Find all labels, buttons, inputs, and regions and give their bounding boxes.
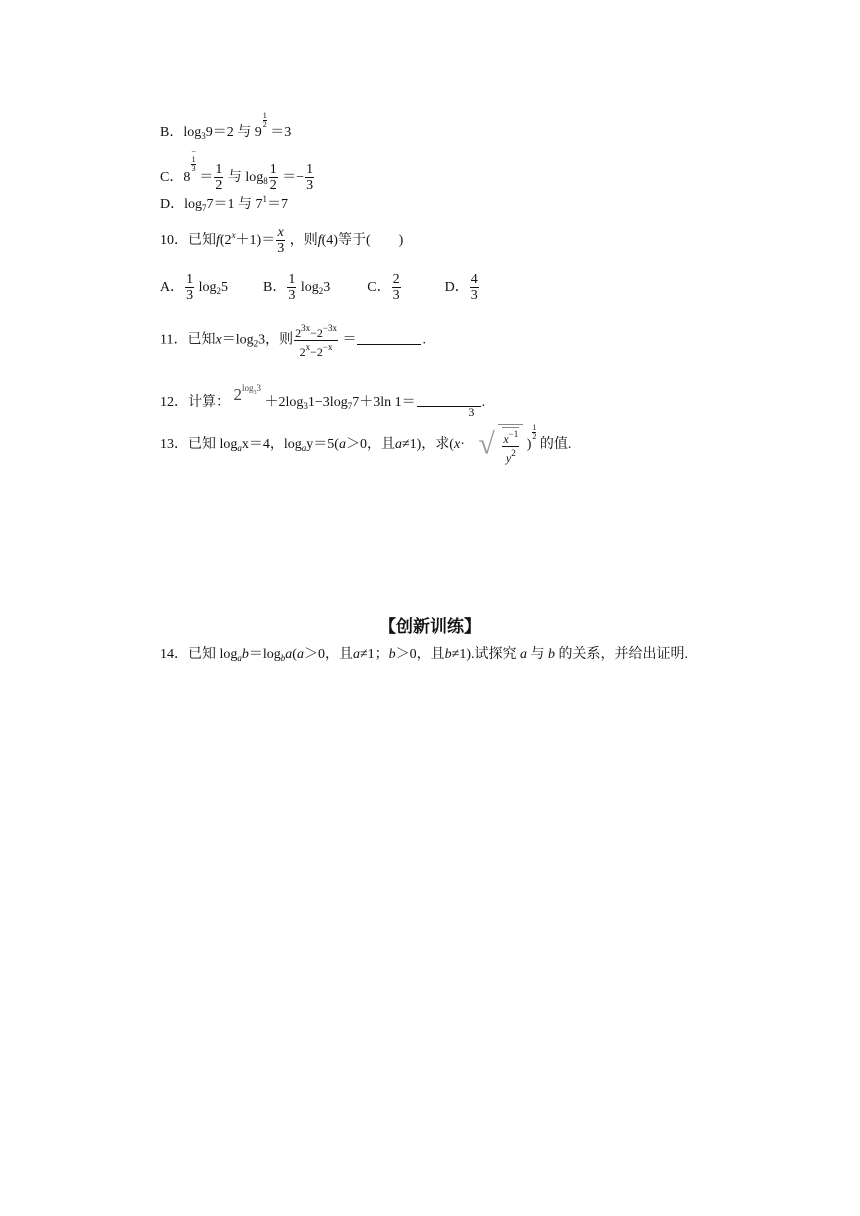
den-base: 2 bbox=[299, 345, 306, 359]
frac-den: 2 bbox=[215, 178, 223, 194]
radical-sign: √ bbox=[478, 427, 495, 461]
frac-den-exp: 2 bbox=[511, 448, 516, 459]
log-arg: 1−3log bbox=[307, 395, 348, 410]
exponent-fraction bbox=[191, 148, 196, 173]
log-base: 8 bbox=[263, 176, 268, 186]
variable: a bbox=[338, 437, 346, 452]
log-base: 7 bbox=[202, 203, 207, 213]
log-text: log bbox=[183, 125, 202, 140]
conjunction: 与 bbox=[227, 170, 242, 185]
power-base: 2 bbox=[233, 385, 242, 404]
frac-num: 2 bbox=[392, 272, 400, 287]
log-arg: 7＝1 bbox=[206, 197, 235, 212]
question-number: 12．计算： bbox=[160, 395, 230, 410]
num-base: 2 bbox=[295, 326, 302, 340]
option-b bbox=[160, 112, 291, 146]
close-paren: ) bbox=[526, 437, 532, 452]
exp-log: log bbox=[242, 383, 254, 393]
power-exp: 1 bbox=[262, 194, 268, 204]
text: y＝5( bbox=[306, 437, 339, 452]
log-text: ＝log bbox=[221, 332, 254, 348]
choice-label: D． bbox=[444, 279, 469, 295]
exp-arg: 3 bbox=[256, 383, 262, 393]
frac-num: x bbox=[503, 432, 509, 447]
text: ＞0，且 bbox=[303, 647, 353, 662]
exp-den: 2 bbox=[262, 120, 267, 129]
frac-den: 3 bbox=[392, 288, 400, 303]
question-10-choices bbox=[160, 272, 480, 303]
option-c bbox=[160, 148, 315, 193]
frac-num: 4 bbox=[470, 272, 478, 287]
choice-d bbox=[444, 272, 480, 303]
log-base: a bbox=[301, 443, 307, 453]
exp-den: 3 bbox=[191, 164, 196, 173]
exp-den: 2 bbox=[532, 432, 537, 441]
frac-den: 3 bbox=[306, 178, 314, 194]
equals: ＝− bbox=[282, 170, 305, 185]
variable: x bbox=[215, 332, 222, 348]
text: ≠1)，求( bbox=[401, 437, 454, 452]
period: . bbox=[481, 395, 486, 410]
text: x＝4，log bbox=[241, 437, 302, 452]
text: 与 bbox=[530, 647, 545, 662]
exp-num: 1 bbox=[532, 423, 537, 432]
log-text: log bbox=[300, 279, 319, 295]
log-base: 3 bbox=[303, 401, 308, 411]
den-exp: −x bbox=[322, 342, 333, 352]
den-exp: x bbox=[305, 342, 311, 352]
variable: b bbox=[548, 647, 555, 662]
text: ，则 bbox=[289, 233, 318, 248]
conjunction: 与 bbox=[238, 197, 253, 212]
fraction bbox=[276, 225, 285, 256]
exponent-fraction bbox=[263, 112, 267, 129]
answer-blank bbox=[357, 332, 421, 345]
power-exp bbox=[242, 383, 262, 396]
exponent-fraction bbox=[532, 424, 536, 441]
text: 的值. bbox=[539, 437, 572, 452]
num-minus: −2 bbox=[310, 326, 323, 340]
exp-num: 1 bbox=[191, 155, 196, 164]
log-text: log bbox=[245, 170, 264, 185]
choice-label: A． bbox=[160, 279, 185, 295]
frac-num: 1 bbox=[186, 272, 194, 287]
frac-num: 1 bbox=[215, 162, 223, 178]
log-arg: 7＋3ln 1＝ bbox=[352, 395, 416, 410]
frac-den: 2 bbox=[269, 178, 277, 194]
choice-a bbox=[160, 272, 232, 303]
variable: b bbox=[388, 647, 396, 662]
radicand bbox=[498, 424, 523, 465]
fraction bbox=[294, 322, 338, 359]
text: ＞0，且 bbox=[345, 437, 395, 452]
num-exp: −3x bbox=[322, 323, 337, 333]
log-arg: 3，则 bbox=[258, 332, 294, 348]
text: (4)等于( ) bbox=[321, 233, 404, 248]
variable: b bbox=[444, 647, 452, 662]
text: 的关系，并给出证明. bbox=[558, 647, 688, 662]
choice-b bbox=[263, 272, 334, 303]
den-minus: −2 bbox=[310, 345, 323, 359]
frac-num: 1 bbox=[269, 162, 277, 178]
log-text: log bbox=[184, 197, 203, 212]
frac-den: y bbox=[505, 451, 512, 466]
exp-sign: − bbox=[191, 147, 196, 156]
frac-den: 3 bbox=[288, 288, 296, 303]
question-12 bbox=[160, 378, 485, 416]
conjunction: 与 bbox=[237, 125, 252, 140]
frac-den: 3 bbox=[277, 241, 285, 257]
variable: x bbox=[453, 437, 461, 452]
log-base: 2 bbox=[318, 285, 324, 296]
function-name: f bbox=[317, 233, 322, 248]
exp-num: 1 bbox=[262, 111, 267, 120]
arg-exp: x bbox=[231, 230, 236, 240]
exp-base: 3 bbox=[253, 390, 257, 396]
log-base: b bbox=[280, 653, 286, 663]
log-base: 2 bbox=[216, 285, 222, 296]
question-13 bbox=[160, 405, 572, 466]
frac-num-exp: −1 bbox=[508, 429, 519, 440]
equals: ＝ bbox=[342, 332, 357, 348]
variable: a bbox=[296, 647, 304, 662]
power-base: 7 bbox=[255, 197, 263, 212]
radical bbox=[468, 405, 523, 466]
question-14 bbox=[116, 638, 756, 675]
question-number: 11．已知 bbox=[160, 332, 216, 348]
option-d bbox=[160, 189, 288, 218]
function-name: f bbox=[216, 233, 220, 248]
log-arg: 3 bbox=[323, 279, 331, 295]
fraction bbox=[305, 162, 314, 193]
frac-num: 1 bbox=[306, 162, 314, 178]
variable: a bbox=[520, 647, 527, 662]
variable: a bbox=[285, 647, 293, 662]
text: ( bbox=[292, 647, 297, 662]
choice-label: B． bbox=[263, 279, 287, 295]
fraction bbox=[287, 272, 296, 303]
equals: ＝ bbox=[199, 170, 214, 185]
option-label: D． bbox=[160, 197, 185, 212]
power-base: 8 bbox=[183, 170, 191, 185]
root-index: 3 bbox=[468, 405, 475, 420]
variable: b bbox=[241, 647, 249, 662]
fraction bbox=[392, 272, 401, 303]
rhs: ＝7 bbox=[267, 197, 289, 212]
question-number: 13．已知 log bbox=[160, 437, 238, 452]
period: . bbox=[422, 332, 426, 348]
frac-den: 3 bbox=[470, 288, 478, 303]
power-base: 9 bbox=[254, 125, 262, 140]
text: ≠1).试探究 bbox=[451, 647, 517, 662]
rhs: ＝3 bbox=[270, 125, 292, 140]
arg-right: ＋1)＝ bbox=[235, 233, 276, 248]
text: ≠1； bbox=[359, 647, 389, 662]
frac-den: 3 bbox=[186, 288, 194, 303]
fraction bbox=[470, 272, 479, 303]
section-title: 【创新训练】 bbox=[379, 617, 481, 637]
log-base: a bbox=[237, 443, 242, 453]
log-arg: 9＝2 bbox=[205, 125, 234, 140]
arg-left: (2 bbox=[219, 233, 232, 248]
question-number: 14．已知 log bbox=[160, 647, 238, 662]
num-exp: 3x bbox=[301, 323, 311, 333]
question-number: 10．已知 bbox=[160, 233, 216, 248]
log-arg: 5 bbox=[221, 279, 229, 295]
variable: a bbox=[394, 437, 402, 452]
choice-c bbox=[367, 272, 405, 303]
dot: · bbox=[460, 437, 465, 452]
choice-label: C． bbox=[367, 279, 391, 295]
log-base: 7 bbox=[347, 401, 353, 411]
log-text: ＝log bbox=[248, 647, 281, 662]
option-label: C． bbox=[160, 170, 184, 185]
log-base: 2 bbox=[253, 338, 259, 349]
log-text: log bbox=[198, 279, 217, 295]
fraction bbox=[502, 427, 519, 465]
variable: a bbox=[352, 647, 360, 662]
question-11 bbox=[160, 322, 426, 359]
text: ＞0，且 bbox=[395, 647, 445, 662]
question-10 bbox=[160, 225, 403, 256]
frac-num: x bbox=[277, 225, 284, 241]
log-base: a bbox=[237, 653, 242, 663]
log-base: 3 bbox=[201, 131, 206, 141]
option-label: B． bbox=[160, 125, 184, 140]
log-text: ＋2log bbox=[264, 395, 304, 410]
frac-num: 1 bbox=[288, 272, 296, 287]
fraction bbox=[185, 272, 194, 303]
